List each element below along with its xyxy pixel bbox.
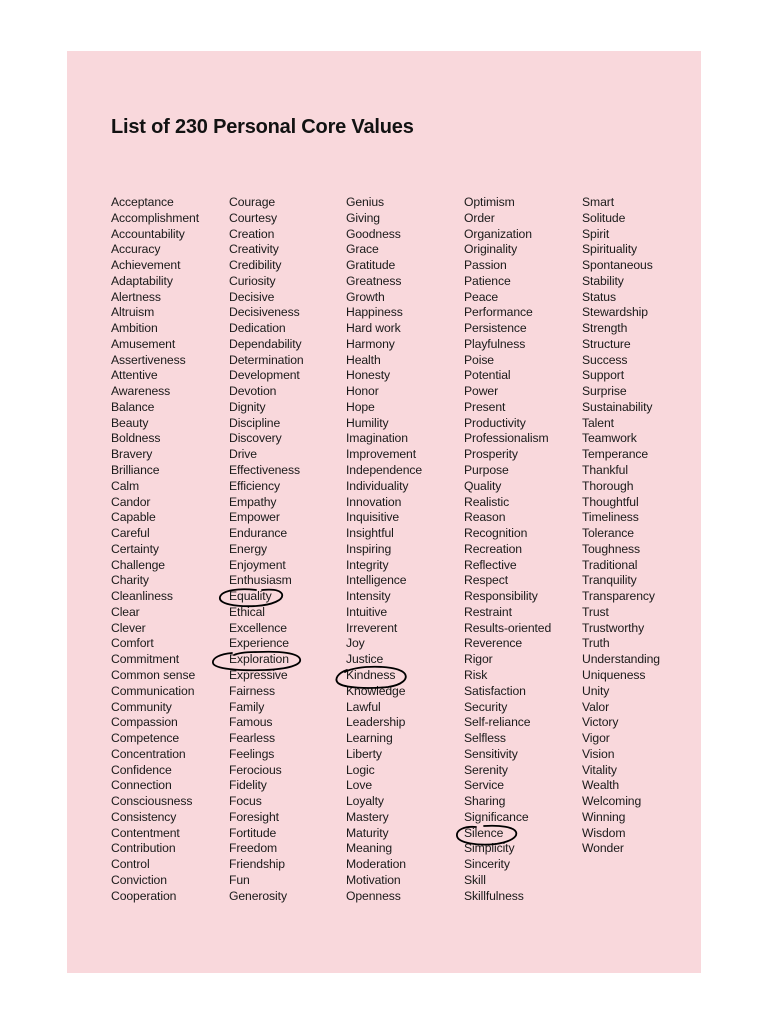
- value-item: Learning: [346, 731, 393, 746]
- value-item: Gratitude: [346, 258, 396, 273]
- values-column-5: [582, 195, 660, 857]
- value-item: Fidelity: [229, 778, 267, 793]
- value-item: Selfless: [464, 731, 506, 746]
- value-item: Toughness: [582, 541, 641, 556]
- value-item: Certainty: [111, 541, 159, 556]
- value-item: Discipline: [229, 415, 281, 430]
- value-item: Discovery: [229, 431, 282, 446]
- value-item: Generosity: [229, 888, 287, 903]
- value-item: Excellence: [229, 620, 287, 635]
- value-item: Friendship: [229, 857, 285, 872]
- value-item: Altruism: [111, 305, 155, 320]
- value-item: Compassion: [111, 715, 178, 730]
- value-item: Skill: [464, 872, 486, 887]
- value-item: Comfort: [111, 636, 154, 651]
- value-item: Understanding: [582, 652, 660, 667]
- value-item: Vision: [582, 746, 615, 761]
- value-item: Confidence: [111, 762, 172, 777]
- value-item: Famous: [229, 715, 273, 730]
- value-item: Support: [582, 368, 624, 383]
- value-item: Cleanliness: [111, 589, 173, 604]
- value-item: Recreation: [464, 541, 522, 556]
- value-item: Lawful: [346, 699, 381, 714]
- value-item: Uniqueness: [582, 667, 646, 682]
- value-item: Improvement: [346, 447, 417, 462]
- value-item: Peace: [464, 289, 499, 304]
- value-item: Reflective: [464, 557, 517, 572]
- value-item: Competence: [111, 731, 180, 746]
- value-item: Talent: [582, 415, 614, 430]
- value-item: Humility: [346, 415, 389, 430]
- value-item: Valor: [582, 699, 610, 714]
- value-item: Decisive: [229, 289, 275, 304]
- value-item: Welcoming: [582, 794, 642, 809]
- value-item: Credibility: [229, 258, 282, 273]
- value-item: Insightful: [346, 526, 394, 541]
- value-item: Productivity: [464, 415, 526, 430]
- value-item: Inquisitive: [346, 510, 400, 525]
- value-item: Reason: [464, 510, 506, 525]
- value-item: Family: [229, 699, 265, 714]
- value-item: Transparency: [582, 589, 655, 604]
- value-item: Optimism: [464, 195, 515, 209]
- value-item: Respect: [464, 573, 509, 588]
- value-item: Consciousness: [111, 794, 193, 809]
- value-item: Goodness: [346, 226, 401, 241]
- value-item: Vigor: [582, 731, 610, 746]
- value-item: Moderation: [346, 857, 406, 872]
- value-item: Brilliance: [111, 463, 160, 478]
- value-item: Thoughtful: [582, 494, 639, 509]
- value-item: Community: [111, 699, 172, 714]
- value-item: Contentment: [111, 825, 180, 840]
- value-item: Achievement: [111, 258, 181, 273]
- value-item: Fortitude: [229, 825, 277, 840]
- value-item: Consistency: [111, 809, 177, 824]
- value-item: Adaptability: [111, 273, 173, 288]
- value-item: Intensity: [346, 589, 391, 604]
- value-item: Love: [346, 778, 373, 793]
- value-item: Skillfulness: [464, 888, 524, 903]
- value-item: Beauty: [111, 415, 149, 430]
- value-item: Logic: [346, 762, 375, 777]
- value-item: Alertness: [111, 289, 161, 304]
- value-item: Organization: [464, 226, 532, 241]
- value-item: Patience: [464, 273, 511, 288]
- value-item: Stability: [582, 273, 624, 288]
- value-item: Serenity: [464, 762, 508, 777]
- value-item: Spirit: [582, 226, 610, 241]
- value-item: Expressive: [229, 667, 288, 682]
- value-item: Power: [464, 384, 499, 399]
- value-item: Performance: [464, 305, 533, 320]
- value-item: Attentive: [111, 368, 158, 383]
- value-item: Fun: [229, 872, 250, 887]
- value-item: Conviction: [111, 872, 167, 887]
- value-item: Inspiring: [346, 541, 392, 556]
- value-item: Satisfaction: [464, 683, 526, 698]
- value-item: Ambition: [111, 321, 158, 336]
- values-column-1: [111, 195, 199, 904]
- value-item: Traditional: [582, 557, 638, 572]
- value-item: Purpose: [464, 463, 509, 478]
- value-item: Ferocious: [229, 762, 282, 777]
- value-item: Openness: [346, 888, 401, 903]
- value-item: Realistic: [464, 494, 510, 509]
- value-item: Honesty: [346, 368, 391, 383]
- value-item: Concentration: [111, 746, 186, 761]
- value-item: Teamwork: [582, 431, 637, 446]
- value-item: Sustainability: [582, 399, 653, 414]
- value-item: Cooperation: [111, 888, 177, 903]
- value-item: Significance: [464, 809, 529, 824]
- value-item: Health: [346, 352, 381, 367]
- value-item: Drive: [229, 447, 257, 462]
- value-item: Challenge: [111, 557, 165, 572]
- value-item: Devotion: [229, 384, 277, 399]
- value-item: Strength: [582, 321, 628, 336]
- value-item: Creativity: [229, 242, 279, 257]
- value-item: Experience: [229, 636, 289, 651]
- value-item: Irreverent: [346, 620, 398, 635]
- value-item: Hard work: [346, 321, 401, 336]
- value-item: Energy: [229, 541, 268, 556]
- value-item: Responsibility: [464, 589, 538, 604]
- value-item: Accuracy: [111, 242, 161, 257]
- value-item: Simplicity: [464, 841, 515, 856]
- value-item: Empower: [229, 510, 280, 525]
- value-item: Intelligence: [346, 573, 407, 588]
- value-item: Integrity: [346, 557, 389, 572]
- value-item: Focus: [229, 794, 262, 809]
- value-item: Accomplishment: [111, 210, 200, 225]
- value-item: Leadership: [346, 715, 406, 730]
- value-item: Quality: [464, 478, 502, 493]
- value-item: Service: [464, 778, 504, 793]
- value-item: Rigor: [464, 652, 493, 667]
- value-item: Potential: [464, 368, 511, 383]
- value-item: Victory: [582, 715, 619, 730]
- value-item: Poise: [464, 352, 494, 367]
- value-item: Spirituality: [582, 242, 638, 257]
- values-column-4: [464, 195, 551, 904]
- value-item: Professionalism: [464, 431, 549, 446]
- value-item: Enthusiasm: [229, 573, 292, 588]
- page-title: List of 230 Personal Core Values: [111, 116, 414, 138]
- value-item: Awareness: [111, 384, 171, 399]
- value-item: Spontaneous: [582, 258, 653, 273]
- value-item: Enjoyment: [229, 557, 286, 572]
- value-item: Passion: [464, 258, 507, 273]
- value-item: Calm: [111, 478, 140, 493]
- value-item: Restraint: [464, 604, 512, 619]
- value-item: Harmony: [346, 336, 395, 351]
- value-item: Originality: [464, 242, 518, 257]
- value-item: Candor: [111, 494, 151, 509]
- value-item: Motivation: [346, 872, 401, 887]
- values-column-2: [229, 195, 304, 904]
- value-item: Individuality: [346, 478, 409, 493]
- value-item: Connection: [111, 778, 172, 793]
- value-item: Temperance: [582, 447, 649, 462]
- value-item: Wealth: [582, 778, 620, 793]
- value-item: Balance: [111, 399, 155, 414]
- value-item: Commitment: [111, 652, 180, 667]
- value-item: Playfulness: [464, 336, 526, 351]
- value-item: Results-oriented: [464, 620, 552, 635]
- value-item: Amusement: [111, 336, 176, 351]
- value-item: Happiness: [346, 305, 403, 320]
- value-item: Ethical: [229, 604, 265, 619]
- value-item: Courage: [229, 195, 276, 209]
- value-item: Kindness: [346, 667, 396, 682]
- value-item: Thorough: [582, 478, 634, 493]
- value-item: Creation: [229, 226, 275, 241]
- value-item: Equality: [229, 589, 272, 604]
- value-item: Sensitivity: [464, 746, 518, 761]
- value-item: Trustworthy: [582, 620, 645, 635]
- value-item: Boldness: [111, 431, 161, 446]
- value-item: Courtesy: [229, 210, 277, 225]
- value-item: Risk: [464, 667, 488, 682]
- value-item: Silence: [464, 825, 504, 840]
- value-item: Control: [111, 857, 150, 872]
- value-item: Truth: [582, 636, 610, 651]
- value-item: Determination: [229, 352, 304, 367]
- value-item: Hope: [346, 399, 375, 414]
- value-item: Sharing: [464, 794, 506, 809]
- value-item: Sincerity: [464, 857, 510, 872]
- value-item: Communication: [111, 683, 195, 698]
- value-item: Tranquility: [582, 573, 637, 588]
- value-item: Joy: [346, 636, 365, 651]
- value-item: Decisiveness: [229, 305, 300, 320]
- values-column-3: [346, 195, 422, 904]
- value-item: Endurance: [229, 526, 288, 541]
- value-item: Self-reliance: [464, 715, 531, 730]
- value-item: Genius: [346, 195, 385, 209]
- value-item: Solitude: [582, 210, 626, 225]
- value-item: Exploration: [229, 652, 289, 667]
- value-item: Success: [582, 352, 628, 367]
- value-item: Efficiency: [229, 478, 280, 493]
- value-item: Recognition: [464, 526, 528, 541]
- value-item: Mastery: [346, 809, 389, 824]
- value-item: Giving: [346, 210, 380, 225]
- value-item: Timeliness: [582, 510, 639, 525]
- value-item: Contribution: [111, 841, 176, 856]
- value-item: Structure: [582, 336, 631, 351]
- value-item: Surprise: [582, 384, 627, 399]
- value-item: Present: [464, 399, 506, 414]
- value-item: Growth: [346, 289, 385, 304]
- value-item: Clear: [111, 604, 140, 619]
- value-item: Loyalty: [346, 794, 384, 809]
- value-item: Accountability: [111, 226, 185, 241]
- value-item: Freedom: [229, 841, 278, 856]
- value-item: Innovation: [346, 494, 402, 509]
- value-item: Fairness: [229, 683, 275, 698]
- value-item: Foresight: [229, 809, 279, 824]
- value-item: Winning: [582, 809, 626, 824]
- value-item: Stewardship: [582, 305, 648, 320]
- value-item: Security: [464, 699, 508, 714]
- value-item: Persistence: [464, 321, 527, 336]
- value-item: Dependability: [229, 336, 302, 351]
- value-item: Trust: [582, 604, 609, 619]
- value-item: Vitality: [582, 762, 617, 777]
- value-item: Wonder: [582, 841, 624, 856]
- value-item: Charity: [111, 573, 149, 588]
- value-item: Order: [464, 210, 495, 225]
- value-item: Status: [582, 289, 616, 304]
- value-item: Common sense: [111, 667, 196, 682]
- value-item: Dignity: [229, 399, 266, 414]
- value-item: Independence: [346, 463, 423, 478]
- value-item: Wisdom: [582, 825, 626, 840]
- value-item: Smart: [582, 195, 615, 209]
- value-item: Prosperity: [464, 447, 518, 462]
- value-item: Clever: [111, 620, 146, 635]
- value-item: Imagination: [346, 431, 408, 446]
- value-item: Empathy: [229, 494, 277, 509]
- value-item: Acceptance: [111, 195, 174, 209]
- value-item: Thankful: [582, 463, 628, 478]
- value-item: Liberty: [346, 746, 382, 761]
- value-item: Unity: [582, 683, 610, 698]
- value-item: Careful: [111, 526, 150, 541]
- value-item: Knowledge: [346, 683, 406, 698]
- value-item: Effectiveness: [229, 463, 300, 478]
- value-item: Intuitive: [346, 604, 388, 619]
- value-item: Development: [229, 368, 300, 383]
- value-item: Dedication: [229, 321, 286, 336]
- value-item: Greatness: [346, 273, 402, 288]
- value-item: Capable: [111, 510, 156, 525]
- value-item: Tolerance: [582, 526, 634, 541]
- value-item: Fearless: [229, 731, 275, 746]
- value-item: Curiosity: [229, 273, 276, 288]
- value-item: Meaning: [346, 841, 393, 856]
- value-item: Maturity: [346, 825, 389, 840]
- value-item: Honor: [346, 384, 379, 399]
- value-item: Feelings: [229, 746, 275, 761]
- value-item: Grace: [346, 242, 379, 257]
- value-item: Reverence: [464, 636, 523, 651]
- value-item: Bravery: [111, 447, 153, 462]
- value-item: Assertiveness: [111, 352, 186, 367]
- value-item: Justice: [346, 652, 384, 667]
